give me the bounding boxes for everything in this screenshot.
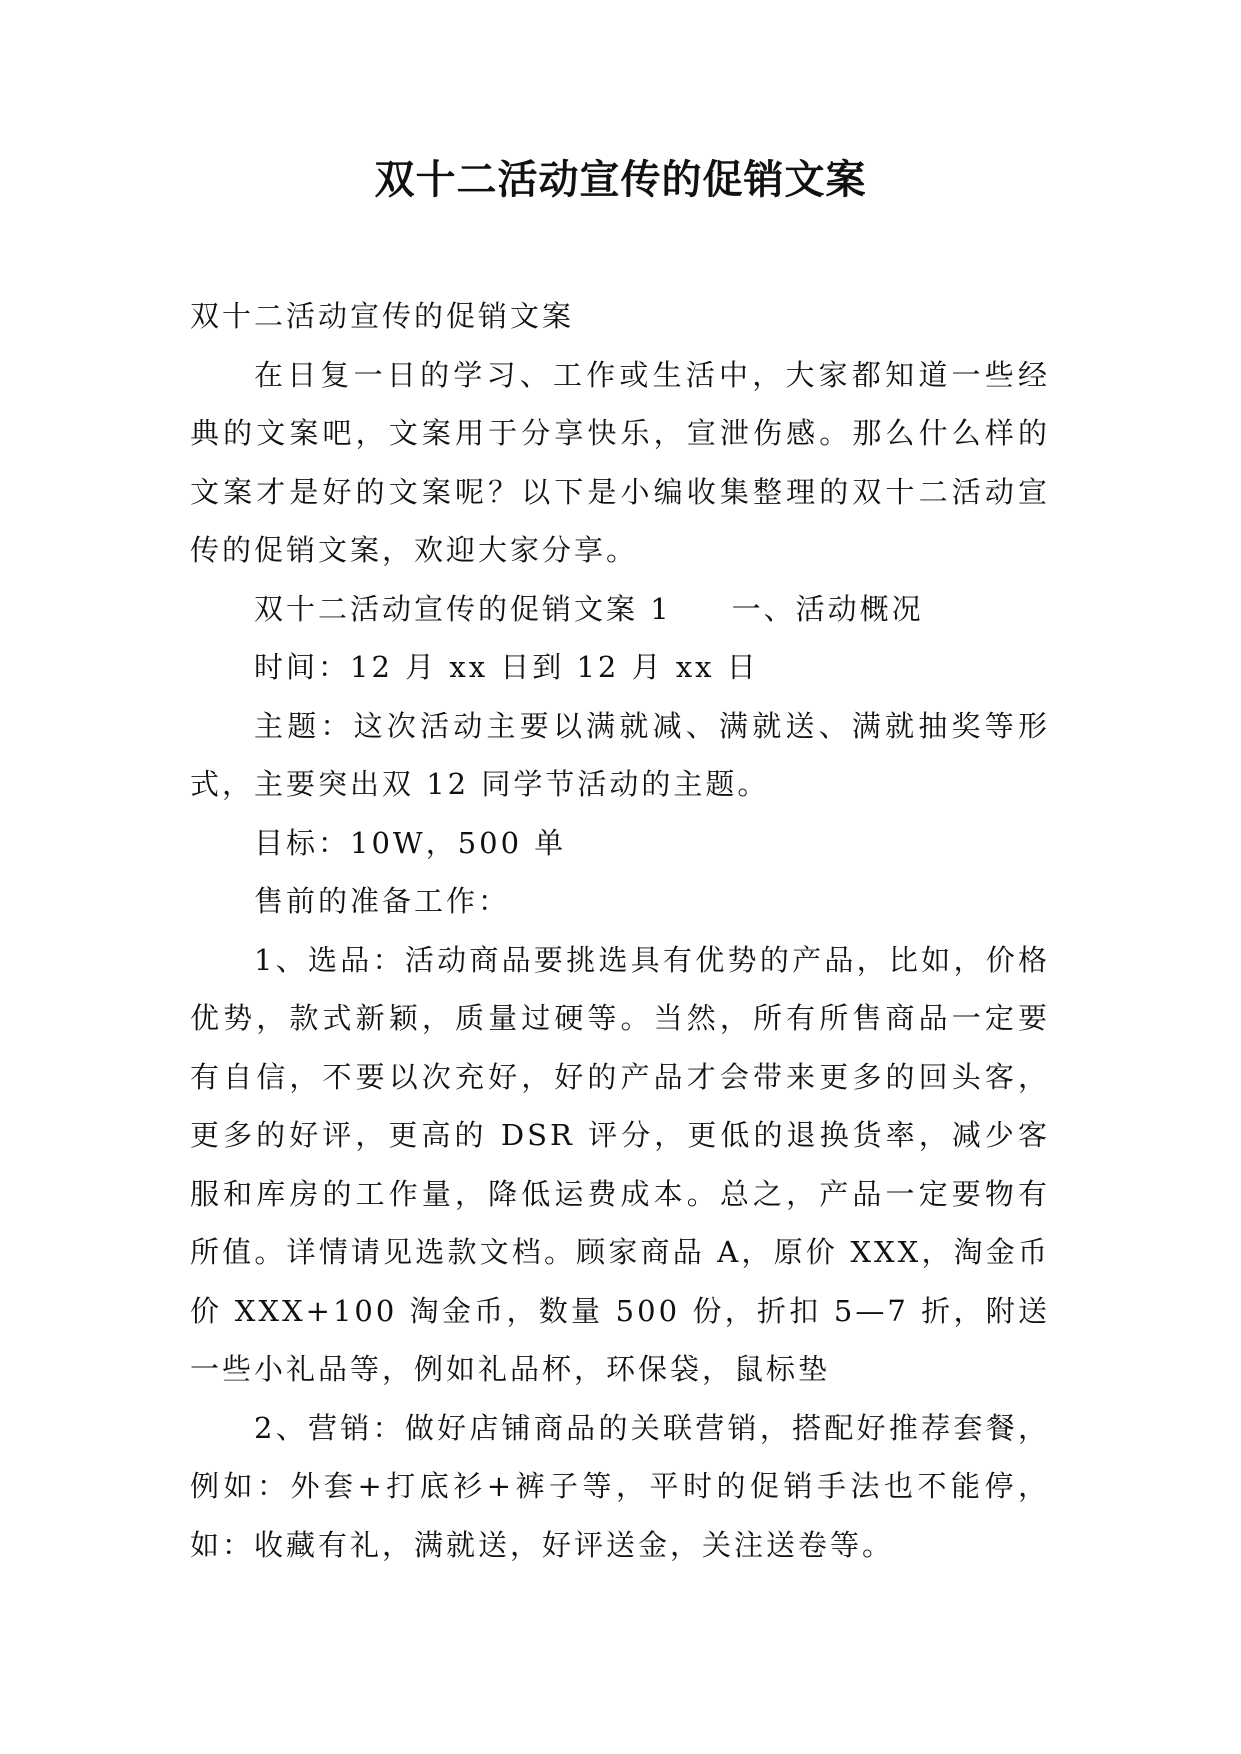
target-paragraph: 目标：10W，500 单 <box>254 825 567 860</box>
document-body <box>190 287 1050 1574</box>
item-2-paragraph: 2、营销：做好店铺商品的关联营销，搭配好推荐套餐，例如：外套+打底衫+裤子等，平时的促销手法也不能停，如：收藏有礼，满就送，好评送金，关注送卷等。 <box>190 1410 1050 1562</box>
item-1-paragraph: 1、选品：活动商品要挑选具有优势的产品，比如，价格优势，款式新颖，质量过硬等。当然，所有所售商品一定要有自信，不要以次充好，好的产品才会带来更多的回头客，更多的好评，更高的 DSR 评分，更低的退换货率，减少客服和库房的工作量，降低运费成本。总之，产品一定要物有所值。详情请见选款文档。顾家商品 A，原价 XXX，淘金币价 XXX+100 淘金币，数量 500 份，折扣 5—7 折，附送一些小礼品等，例如礼品杯，环保袋，鼠标垫 <box>190 942 1050 1386</box>
document-subtitle: 双十二活动宣传的促销文案 <box>190 299 575 333</box>
section-heading: 双十二活动宣传的促销文案 1 <box>254 591 672 626</box>
intro-paragraph: 在日复一日的学习、工作或生活中，大家都知道一些经典的文案吧，文案用于分享快乐，宣泄伤感。那么什么样的文案才是好的文案呢？以下是小编收集整理的双十二活动宣传的促销文案，欢迎大家分享。 <box>190 357 1050 567</box>
document-title: 双十二活动宣传的促销文案 <box>374 156 867 203</box>
time-paragraph: 时间：12 月 xx 日到 12 月 xx 日 <box>254 650 759 684</box>
section-subheading: 一、活动概况 <box>731 591 924 626</box>
presale-heading: 售前的准备工作： <box>254 884 511 918</box>
theme-paragraph: 主题：这次活动主要以满就减、满就送、满就抽奖等形式，主要突出双 12 同学节活动的主题。 <box>190 708 1050 801</box>
section-heading-line <box>190 580 1050 639</box>
